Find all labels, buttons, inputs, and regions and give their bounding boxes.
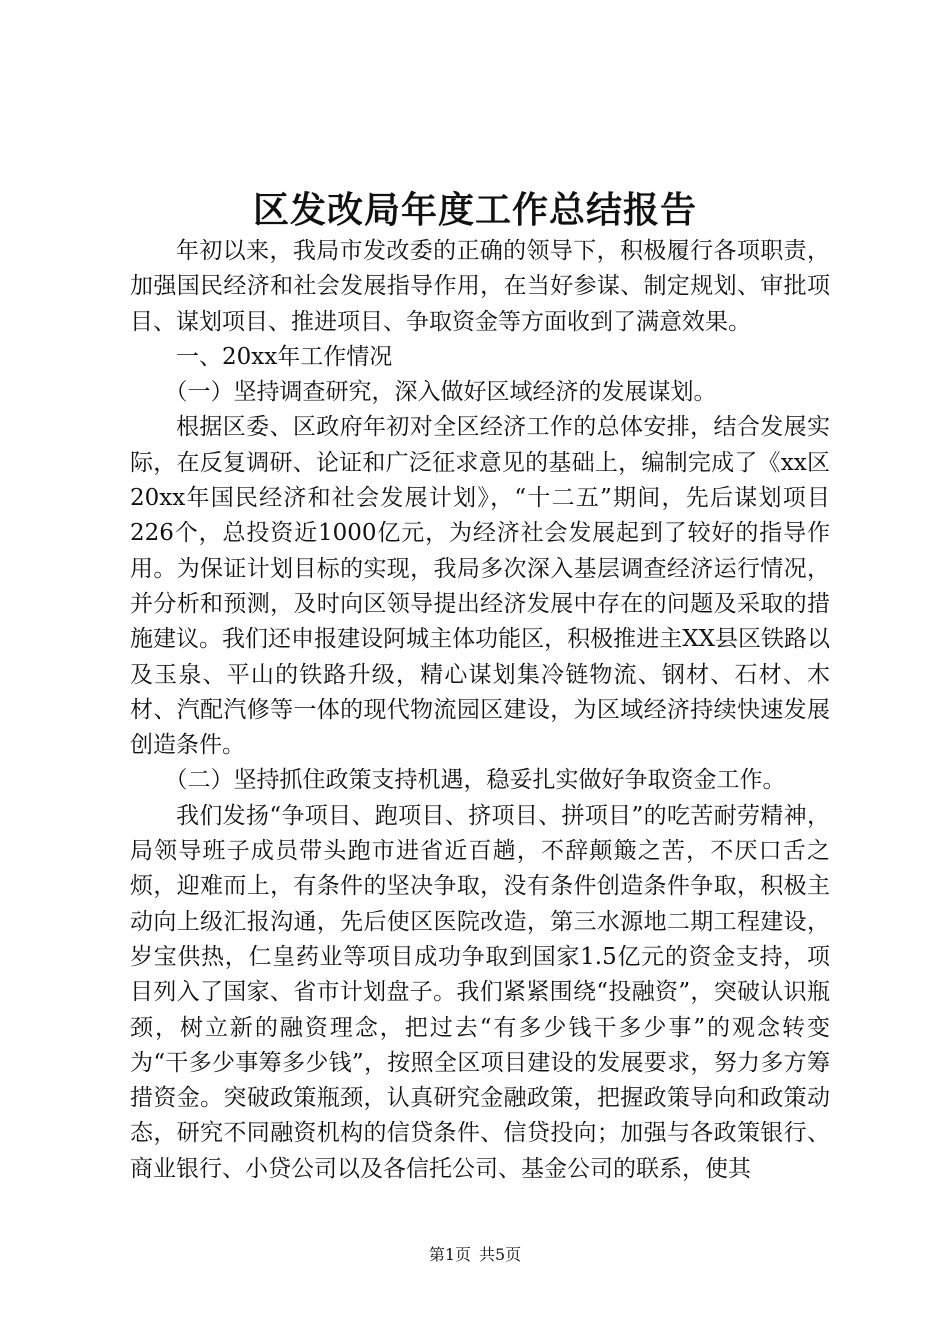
body-paragraph-2: 我们发扬“争项目、跑项目、挤项目、拼项目”的吃苦耐劳精神，局领导班子成员带头跑市进省近百趟，不辞颠簸之苦，不厌口舌之烦，迎难而上，有条件的坚决争取，没有条件创造条件争取，积极主动向上级汇报沟通，先后使区医院改造，第三水源地二期工程建设，岁宝供热，仁皇药业等项目成功争取到国家1.5亿元的资金支持，项目列入了国家、省市计划盘子。我们紧紧围绕“投融资”，突破认识瓶颈，树立新的融资理念，把过去“有多少钱干多少事”的观念转变为“干多少事筹多少钱”，按照全区项目建设的发展要求，努力多方筹措资金。突破政策瓶颈，认真研究金融政策，把握政策导向和政策动态，研究不同融资机构的信贷条件、信贷投向；加强与各政策银行、商业银行、小贷公司以及各信托公司、基金公司的联系，使其 xyxy=(130,802,830,1182)
subsection-heading-1: （一）坚持调查研究，深入做好区域经济的发展谋划。 xyxy=(164,379,717,406)
intro-paragraph: 年初以来，我局市发改委的正确的领导下，积极履行各项职责，加强国民经济和社会发展指导作用，在当好参谋、制定规划、审批项目、谋划项目、推进项目、争取资金等方面收到了满意效果。 xyxy=(130,238,830,335)
subsection-heading-2: （二）坚持抓住政策支持机遇，稳妥扎实做好争取资金工作。 xyxy=(164,767,786,794)
document-title: 区发改局年度工作总结报告 xyxy=(252,189,697,231)
section-heading: 一、20xx年工作情况 xyxy=(176,343,393,370)
body-paragraph-1: 根据区委、区政府年初对全区经济工作的总体安排，结合发展实际，在反复调研、论证和广泛征求意见的基础上，编制完成了《xx区20xx年国民经济和社会发展计划》，“十二五”期间，先后谋划项目226个，总投资近1000亿元，为经济社会发展起到了较好的指导作用。为保证计划目标的实现，我局多次深入基层调查经济运行情况，并分析和预测，及时向区领导提出经济发展中存在的问题及采取的措施建议。我们还申报建设阿城主体功能区，积极推进主XX县区铁路以及玉泉、平山的铁路升级，精心谋划集冷链物流、钢材、石材、木材、汽配汽修等一体的现代物流园区建设，为区域经济持续快速发展创造条件。 xyxy=(130,414,830,759)
page-number: 第1页 xyxy=(428,1245,471,1264)
page-total: 共5页 xyxy=(479,1245,522,1264)
page-footer xyxy=(0,1244,950,1266)
document-body xyxy=(130,234,830,1187)
